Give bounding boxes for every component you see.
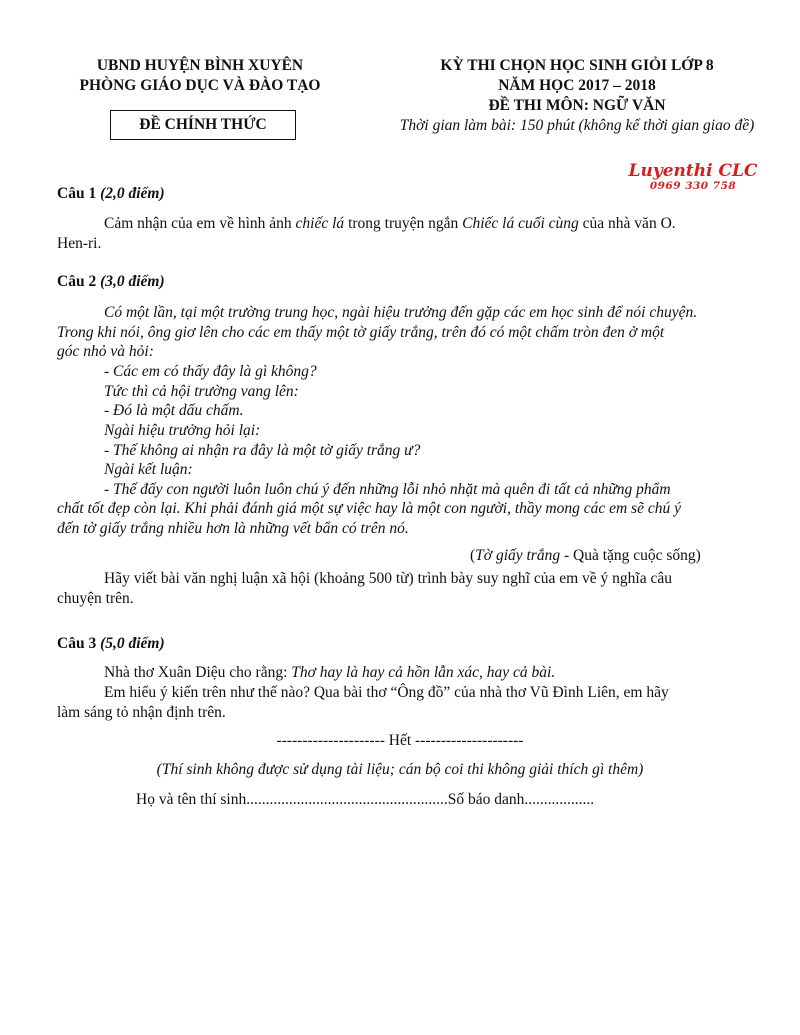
exam-title: KỲ THI CHỌN HỌC SINH GIỎI LỚP 8 xyxy=(440,57,714,74)
question-3-points: (5,0 điểm) xyxy=(100,635,165,652)
conclusion-line-2: đến tờ giấy trắng nhiều hơn là những vết bẩn có trên nó. xyxy=(57,520,409,537)
conclusion-line-1: chất tốt đẹp còn lại. Khi phải đánh giá một sự việc hay là một con người, thầy mong các em sẽ chú ý xyxy=(57,500,681,517)
question-3-label: Câu 3 xyxy=(57,635,97,652)
dialog-line-2: Tức thì cả hội trường vang lên: xyxy=(104,383,299,400)
source-open: ( xyxy=(470,547,476,564)
exam-subject: ĐỀ THI MÔN: NGỮ VĂN xyxy=(488,97,666,114)
end-marker: --------------------- Hết --------------------- xyxy=(276,732,524,749)
question-2-task-line-1: Hãy viết bài văn nghị luận xã hội (khoảng 500 từ) trình bày suy nghĩ của em về ý nghĩa câu xyxy=(104,570,672,587)
dialog-line-1: - Các em có thấy đây là gì không? xyxy=(104,363,317,380)
candidate-info-line: Họ và tên thí sinh....................................................Số báo danh.................. xyxy=(136,791,595,808)
school-year: NĂM HỌC 2017 – 2018 xyxy=(498,77,656,94)
question-3-heading xyxy=(57,634,165,654)
story-line-3: góc nhỏ và hỏi: xyxy=(57,343,154,360)
q3-text-a: Nhà thơ Xuân Diệu cho rằng: xyxy=(104,664,292,681)
question-2-label: Câu 2 xyxy=(57,273,97,290)
question-1-text-line-1 xyxy=(104,214,676,234)
dialog-line-7: - Thế đấy con người luôn luôn chú ý đến những lỗi nhỏ nhặt mà quên đi tất cả những phẩm xyxy=(104,481,671,498)
q3-quote: Thơ hay là hay cả hồn lẫn xác, hay cả bài. xyxy=(291,664,556,681)
authority-line-2: PHÒNG GIÁO DỤC VÀ ĐÀO TẠO xyxy=(79,77,321,94)
q1-text-a: Cảm nhận của em về hình ảnh xyxy=(104,215,296,232)
story-source xyxy=(470,546,701,566)
authority-line-1: UBND HUYỆN BÌNH XUYÊN xyxy=(96,57,304,74)
exam-duration: Thời gian làm bài: 150 phút (không kể thời gian giao đề) xyxy=(399,117,755,134)
question-1-text-line-2: Hen-ri. xyxy=(57,235,102,252)
source-title: Tờ giấy trắng xyxy=(475,547,561,564)
question-1-label: Câu 1 xyxy=(57,185,97,202)
issuing-authority xyxy=(40,56,360,96)
watermark-stamp xyxy=(618,162,768,192)
story-line-1: Có một lần, tại một trường trung học, ngài hiệu trưởng đến gặp các em học sinh để nói chuyện. xyxy=(104,304,698,321)
stamp-phone: 0969 330 758 xyxy=(649,180,737,192)
dialog-line-5: - Thế không ai nhận ra đây là một tờ giấy trắng ư? xyxy=(104,442,421,459)
q1-text-e: của nhà văn O. xyxy=(578,215,676,232)
question-1-points: (2,0 điểm) xyxy=(100,185,165,202)
official-exam-box: ĐỀ CHÍNH THỨC xyxy=(110,110,296,140)
question-2-heading xyxy=(57,272,165,292)
q1-text-d: Chiếc lá cuối cùng xyxy=(462,215,579,232)
stamp-name: Luyenthi CLC xyxy=(628,161,758,181)
source-rest: - Quà tặng cuộc sống) xyxy=(560,547,701,564)
question-3-text-line-2: Em hiểu ý kiến trên như thế nào? Qua bài thơ “Ông đồ” của nhà thơ Vũ Đình Liên, em hãy xyxy=(104,684,669,701)
candidate-note: (Thí sinh không được sử dụng tài liệu; cán bộ coi thi không giải thích gì thêm) xyxy=(156,761,644,778)
question-2-points: (3,0 điểm) xyxy=(100,273,165,290)
question-3-text-line-3: làm sáng tỏ nhận định trên. xyxy=(57,704,226,721)
q1-text-c: trong truyện ngắn xyxy=(344,215,463,232)
dialog-line-4: Ngài hiệu trưởng hỏi lại: xyxy=(104,422,261,439)
question-2-task-line-2: chuyện trên. xyxy=(57,590,134,607)
story-line-2: Trong khi nói, ông giơ lên cho các em thấy một tờ giấy trắng, trên đó có một chấm tròn đen ở một xyxy=(57,324,665,341)
dialog-line-6: Ngài kết luận: xyxy=(104,461,193,478)
question-3-text-line-1 xyxy=(104,663,555,683)
question-1-heading xyxy=(57,184,165,204)
exam-header xyxy=(372,56,782,136)
dialog-line-3: - Đó là một dấu chấm. xyxy=(104,402,244,419)
q1-text-b: chiếc lá xyxy=(295,215,345,232)
